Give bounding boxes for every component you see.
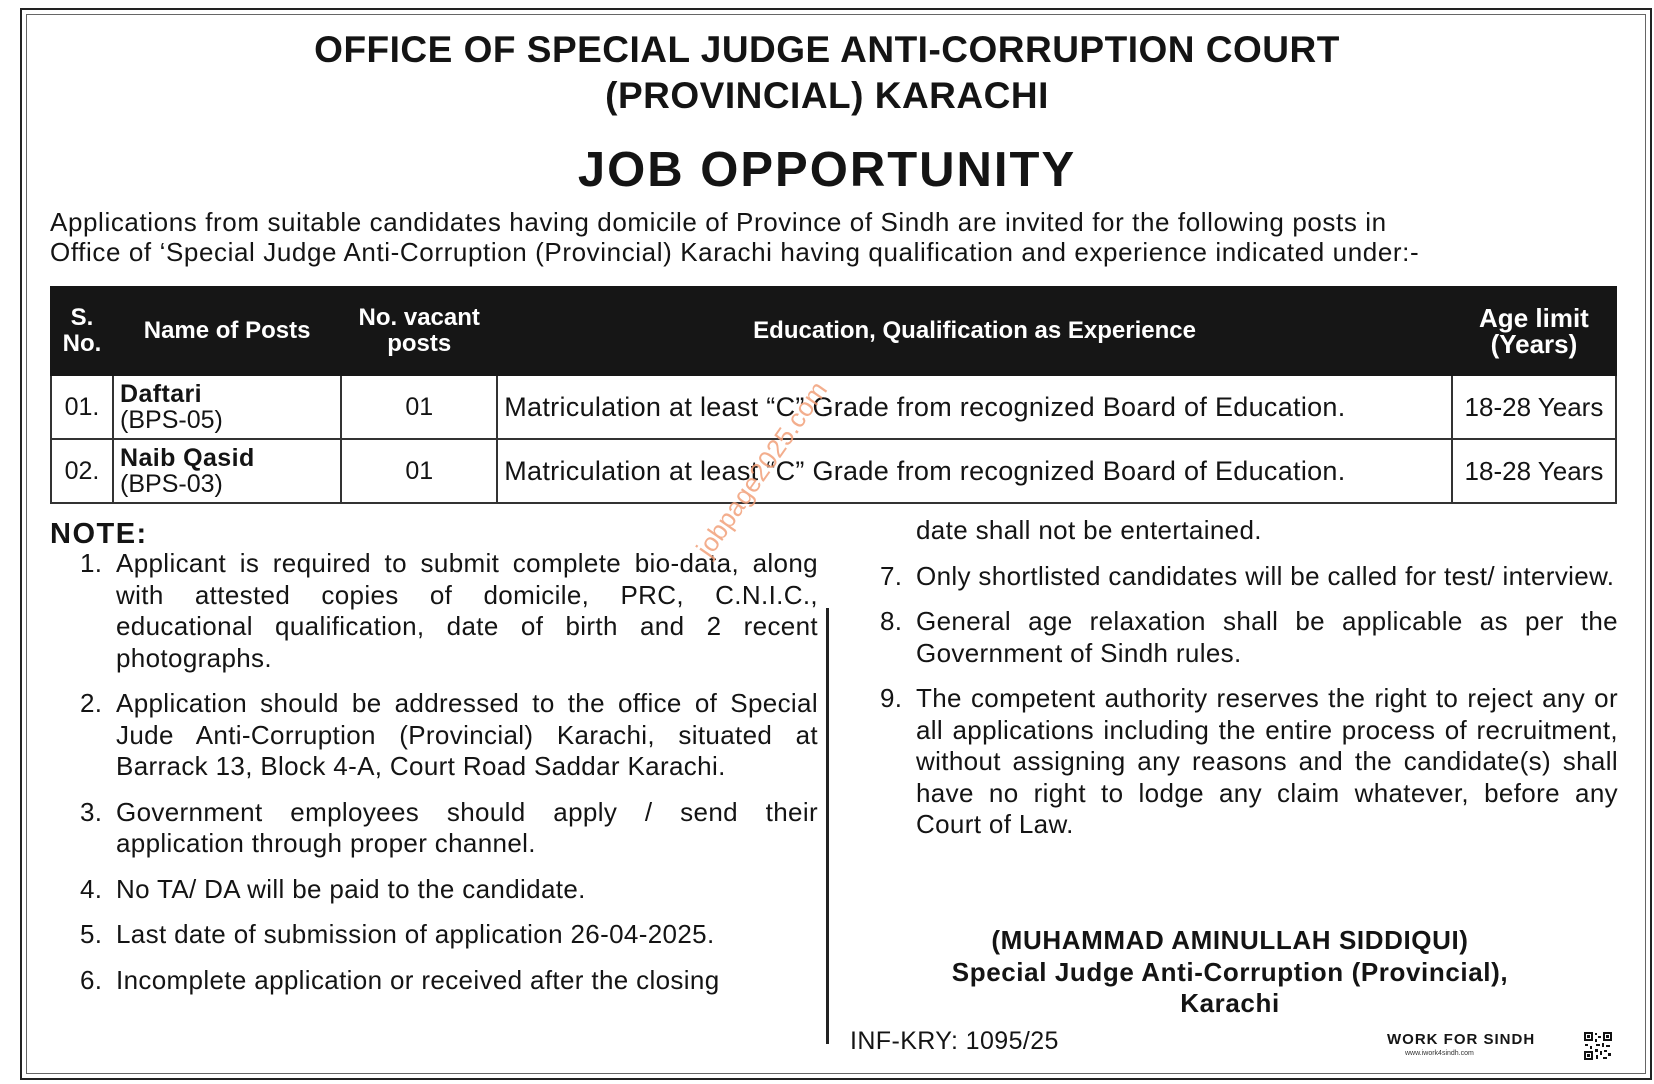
note-text: Applicant is required to submit complete bio-data, along with attested copies of domicile, PRC, C.N.I.C., educational qualification, date of birth and 2 recent photographs. bbox=[116, 548, 818, 673]
signatory-designation: Special Judge Anti-Corruption (Provincial), bbox=[951, 957, 1509, 987]
note-number: 7. bbox=[880, 560, 903, 591]
intro-line-1: Applications from suitable candidates having domicile of Province of Sindh are invited for the following posts in bbox=[50, 207, 1387, 237]
note-text: The competent authority reserves the right to reject any or all applications including the entire process of recruitment, without assigning any reasons and the candidate(s) shall have no right to lodge any claim whatever, before any Court of Law. bbox=[916, 683, 1618, 839]
intro-line-2: Office of ‘Special Judge Anti-Corruption (Provincial) Karachi having qualification and experience indicated under:- bbox=[50, 237, 1420, 267]
cell-education: Matriculation at least “C” Grade from recognized Board of Education. bbox=[497, 439, 1452, 503]
list-item bbox=[80, 874, 818, 906]
post-name: Naib Qasid bbox=[120, 444, 255, 472]
cell-sno: 01. bbox=[51, 375, 113, 439]
cell-post bbox=[113, 375, 341, 439]
signatory-name: (MUHAMMAD AMINULLAH SIDDIQUI) bbox=[991, 925, 1469, 955]
header-vacant-posts: No. vacant posts bbox=[341, 287, 497, 375]
note-text: No TA/ DA will be paid to the candidate. bbox=[116, 873, 586, 904]
cell-vacant: 01 bbox=[341, 375, 497, 439]
brand-name: WORK FOR SINDH bbox=[1387, 1031, 1536, 1048]
cell-age: 18-28 Years bbox=[1452, 439, 1616, 503]
table-header-row bbox=[51, 287, 1616, 375]
note-text: Incomplete application or received after the closing bbox=[116, 964, 720, 995]
office-subtitle: (PROVINCIAL) KARACHI bbox=[605, 75, 1049, 116]
column-divider bbox=[826, 608, 829, 1044]
cell-education: Matriculation at least “C” Grade from recognized Board of Education. bbox=[497, 375, 1452, 439]
table-row bbox=[51, 375, 1616, 439]
notes-left-column bbox=[80, 548, 818, 1010]
note-number: 8. bbox=[880, 606, 903, 636]
list-item bbox=[880, 515, 1618, 547]
list-item bbox=[80, 797, 818, 860]
note-number: 1. bbox=[80, 548, 103, 578]
note-number: 4. bbox=[80, 873, 103, 904]
list-item bbox=[880, 683, 1618, 841]
signatory-city: Karachi bbox=[1180, 988, 1280, 1018]
cell-vacant: 01 bbox=[341, 439, 497, 503]
note-number: 9. bbox=[880, 683, 903, 713]
header-education: Education, Qualification as Experience bbox=[497, 287, 1452, 375]
header-post-name: Name of Posts bbox=[113, 287, 341, 375]
brand-url: www.iwork4sindh.com bbox=[1405, 1050, 1474, 1057]
header-sno: S. No. bbox=[51, 287, 113, 375]
cell-sno: 02. bbox=[51, 439, 113, 503]
note-text: General age relaxation shall be applicable as per the Government of Sindh rules. bbox=[916, 606, 1618, 668]
inf-reference: INF-KRY: 1095/25 bbox=[850, 1027, 1059, 1055]
note-text: Only shortlisted candidates will be called for test/ interview. bbox=[916, 560, 1615, 591]
note-number bbox=[880, 515, 916, 547]
qr-code-icon bbox=[1583, 1031, 1613, 1061]
list-item bbox=[80, 548, 818, 674]
cell-age: 18-28 Years bbox=[1452, 375, 1616, 439]
table-row bbox=[51, 439, 1616, 503]
post-name: Daftari bbox=[120, 380, 203, 408]
list-item bbox=[880, 606, 1618, 669]
note-heading: NOTE: bbox=[50, 518, 148, 550]
posts-table bbox=[50, 286, 1617, 504]
list-item bbox=[80, 919, 818, 951]
note-number: 2. bbox=[80, 688, 103, 718]
list-item bbox=[880, 561, 1618, 593]
office-title: OFFICE OF SPECIAL JUDGE ANTI-CORRUPTION COURT bbox=[314, 29, 1340, 70]
note-text: Application should be addressed to the office of Special Jude Anti-Corruption (Provincial) Karachi, situated at Barrack 13, Block 4-A, Court Road Saddar Karachi. bbox=[116, 688, 818, 781]
work-for-sindh-logo bbox=[1375, 1031, 1615, 1063]
note-text: date shall not be entertained. bbox=[916, 515, 1262, 545]
job-heading: JOB OPPORTUNITY bbox=[577, 143, 1077, 197]
note-text: Last date of submission of application 26-04-2025. bbox=[116, 919, 715, 949]
post-bps: (BPS-05) bbox=[120, 406, 223, 434]
list-item bbox=[80, 688, 818, 783]
cell-post bbox=[113, 439, 341, 503]
list-item bbox=[80, 965, 818, 997]
note-number: 6. bbox=[80, 964, 103, 995]
notes-right-column bbox=[880, 515, 1618, 855]
note-text: Government employees should apply / send their application through proper channel. bbox=[116, 796, 818, 858]
post-bps: (BPS-03) bbox=[120, 470, 223, 498]
header-age-limit: Age limit (Years) bbox=[1452, 287, 1616, 375]
note-number: 3. bbox=[80, 796, 103, 827]
watermark-text: jobpage2025.com bbox=[690, 375, 834, 563]
note-number: 5. bbox=[80, 919, 103, 949]
